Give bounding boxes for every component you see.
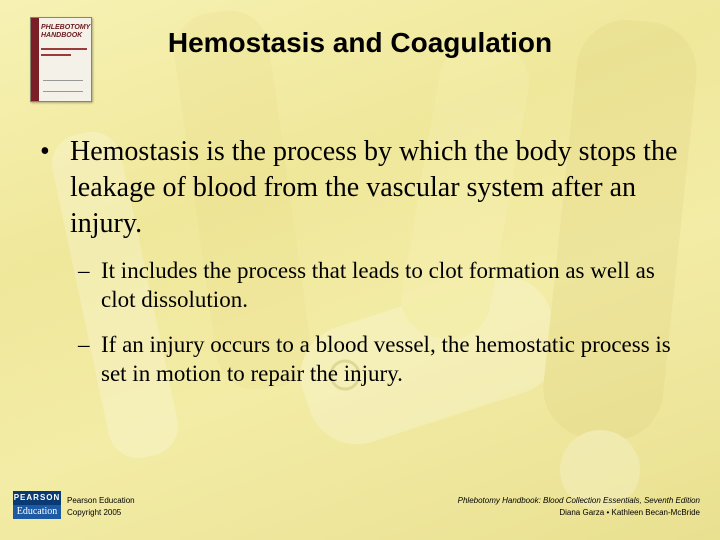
book-cover-authors-area	[43, 80, 83, 92]
bullet-marker: •	[40, 136, 50, 167]
sub-bullet-marker: –	[78, 332, 90, 357]
main-bullet-text: Hemostasis is the process by which the body stops the leakage of blood from the vascular system after an injury.	[70, 136, 678, 239]
footer-publisher-name: Pearson Education	[67, 496, 135, 505]
sub-bullet-text: If an injury occurs to a blood vessel, the hemostatic process is set in motion to repair the injury.	[101, 332, 671, 386]
footer-book-credit	[458, 495, 700, 519]
sub-bullet-marker: –	[78, 258, 90, 283]
pearson-logo	[13, 491, 61, 519]
main-bullet	[40, 134, 680, 242]
pearson-logo-bottom: Education	[13, 505, 61, 519]
pearson-logo-top: PEARSON	[13, 493, 61, 502]
footer-authors: Diana Garza • Kathleen Becan-McBride	[559, 508, 700, 517]
sub-bullet	[78, 330, 688, 388]
book-cover-title: PHLEBOTOMY HANDBOOK	[41, 24, 91, 39]
footer-copyright: Copyright 2005	[67, 508, 122, 517]
sub-bullet-text: It includes the process that leads to clot formation as well as clot dissolution.	[101, 258, 655, 312]
sub-bullet	[78, 256, 688, 314]
slide-title: Hemostasis and Coagulation	[167, 27, 553, 58]
footer-book-title: Phlebotomy Handbook: Blood Collection Essentials, Seventh Edition	[457, 496, 700, 505]
footer-publisher	[67, 495, 135, 519]
